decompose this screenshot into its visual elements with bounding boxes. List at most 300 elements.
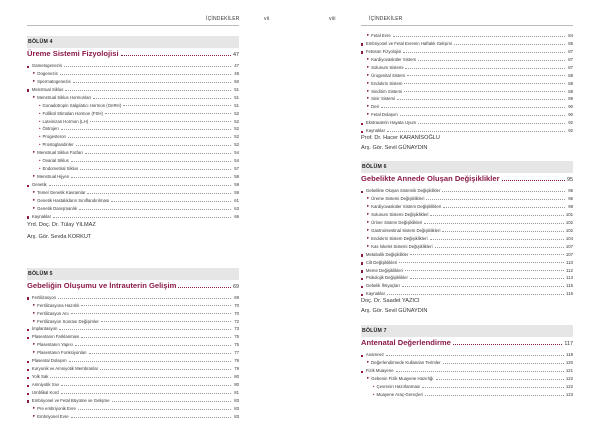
leader-dots: [393, 36, 565, 37]
toc-entry[interactable]: [361, 78, 573, 86]
toc-entry[interactable]: [361, 185, 573, 193]
toc-entry[interactable]: [27, 355, 239, 363]
square-bullet-icon: [27, 393, 29, 395]
toc-entry-label: Fetüsün Fizyolojisi: [365, 48, 402, 54]
toc-entry[interactable]: [361, 373, 573, 381]
toc-entry-page: 52: [234, 126, 239, 132]
triangle-bullet-icon: ▸: [367, 226, 370, 232]
dot-bullet-icon: •: [373, 384, 375, 389]
leader-dots: [430, 215, 563, 216]
toc-entry-page: 84: [568, 32, 573, 38]
toc-entry-page: 80: [234, 374, 239, 380]
toc-entry[interactable]: [361, 201, 573, 209]
toc-entry-label: Kaynaklar: [31, 213, 51, 219]
toc-entry-label: Metabolik Değişiklikler: [365, 251, 409, 257]
square-bullet-icon: [361, 123, 363, 125]
toc-entry-page: 52: [234, 134, 239, 140]
leader-dots: [61, 385, 231, 386]
toc-entry-page: 88: [568, 80, 573, 86]
leader-dots: [387, 294, 564, 295]
chapter-6-title-row[interactable]: [361, 174, 573, 183]
toc-entry-page: 54: [234, 150, 239, 156]
toc-entry[interactable]: [361, 86, 573, 94]
toc-entry-label: Luteinizan Hormon (LH): [42, 118, 89, 124]
toc-entry[interactable]: [27, 292, 239, 300]
toc-entry[interactable]: [27, 403, 239, 411]
right-page-number: viii: [329, 16, 336, 22]
leader-dots: [53, 217, 231, 218]
chapter-4-author-1: Yrd. Doç. Dr. Tülay YILMAZ: [27, 221, 96, 228]
toc-entry[interactable]: [27, 147, 239, 155]
toc-entry-page: 96: [568, 196, 573, 202]
toc-entry[interactable]: [361, 249, 573, 257]
toc-entry-page: 81: [234, 389, 239, 395]
leader-dots: [381, 107, 565, 108]
toc-entry[interactable]: [27, 116, 239, 124]
toc-entry[interactable]: [361, 349, 573, 357]
leader-dots: [402, 286, 564, 287]
dot-bullet-icon: •: [39, 118, 41, 124]
toc-entry[interactable]: [361, 273, 573, 281]
toc-entry-label: Solunum Sistemi: [371, 64, 404, 70]
toc-entry[interactable]: [361, 46, 573, 54]
toc-entry-label: Oogenezis: [37, 70, 58, 76]
toc-entry-label: Genetik Hastalıkların Sınıflandırılması: [37, 197, 110, 203]
leader-dots: [453, 344, 563, 345]
triangle-bullet-icon: ▸: [33, 188, 36, 194]
leader-dots: [71, 161, 231, 162]
toc-entry-page: 54: [234, 158, 239, 164]
toc-entry[interactable]: [27, 108, 239, 116]
toc-entry-page: 87: [568, 48, 573, 54]
toc-entry[interactable]: [27, 411, 239, 419]
leader-dots: [430, 239, 564, 240]
toc-entry-label: Plasentanın Fonksiyonları: [37, 350, 87, 356]
leader-dots: [407, 75, 565, 76]
toc-entry[interactable]: [361, 389, 573, 397]
toc-entry-page: 70: [234, 302, 239, 308]
toc-entry[interactable]: [27, 163, 239, 171]
toc-entry-page: 77: [234, 350, 239, 356]
toc-entry[interactable]: [361, 193, 573, 201]
toc-entry[interactable]: [361, 30, 573, 38]
toc-entry[interactable]: [361, 117, 573, 125]
triangle-bullet-icon: ▸: [33, 69, 36, 75]
chapter-7-band: [361, 325, 573, 337]
chapter-7-title-row[interactable]: [361, 338, 573, 347]
toc-entry-label: Menstrual Hijyen: [37, 174, 70, 180]
toc-entry[interactable]: [27, 124, 239, 132]
chapter-6-entries: [361, 185, 573, 296]
square-bullet-icon: [27, 329, 29, 331]
leader-dots: [81, 337, 231, 338]
leader-dots: [71, 313, 231, 314]
triangle-bullet-icon: ▸: [33, 204, 36, 210]
toc-entry-label: Amniyotik Sıvı: [31, 382, 60, 387]
leader-dots: [399, 262, 564, 263]
toc-entry-page: 87: [568, 56, 573, 62]
toc-entry-label: Spermatogenezis: [37, 78, 71, 84]
dot-bullet-icon: •: [39, 102, 41, 108]
triangle-bullet-icon: ▸: [367, 218, 370, 224]
leader-dots: [404, 83, 565, 84]
leader-dots: [85, 153, 231, 154]
leader-dots: [442, 231, 563, 232]
toc-entry-page: 102: [565, 227, 573, 233]
toc-entry-page: 69: [234, 294, 239, 300]
toc-entry-page: 50: [234, 78, 239, 84]
toc-entry-label: Solunum Sistemi Değişiklikleri: [371, 211, 429, 217]
square-bullet-icon: [361, 191, 363, 193]
triangle-bullet-icon: ▸: [367, 210, 370, 216]
leader-dots: [64, 66, 231, 67]
right-page-toc: [361, 30, 573, 397]
chapter-7-entries: [361, 349, 573, 397]
square-bullet-icon: [27, 185, 29, 187]
toc-entry-label: Embriyonel Evre: [37, 413, 69, 419]
toc-entry-page: 89: [568, 96, 573, 102]
leader-dots: [90, 121, 231, 122]
leader-dots: [123, 105, 231, 106]
toc-entry-label: Follikül Stimülan Hormon (FSH): [42, 110, 103, 116]
toc-entry[interactable]: [27, 131, 239, 139]
triangle-bullet-icon: ▸: [367, 103, 370, 109]
leader-dots: [49, 185, 231, 186]
square-bullet-icon: [361, 262, 363, 264]
toc-entry-label: Fertilizasyona Hazırlık: [37, 302, 80, 308]
chapter-6-author-2: Arş. Gör. Sevil GÜNAYDIN: [361, 308, 428, 315]
square-bullet-icon: [27, 377, 29, 379]
toc-entry-page: 122: [565, 384, 573, 389]
toc-entry[interactable]: [27, 76, 239, 84]
square-bullet-icon: [27, 297, 29, 299]
toc-entry[interactable]: [27, 155, 239, 163]
leader-dots: [387, 131, 565, 132]
toc-entry-label: Gametogenezis: [31, 62, 62, 68]
leader-dots: [443, 363, 564, 364]
chapter-5-title-row[interactable]: [27, 281, 239, 290]
toc-entry[interactable]: [27, 92, 239, 100]
square-bullet-icon: [361, 286, 363, 288]
leader-dots: [422, 387, 564, 388]
toc-entry[interactable]: [361, 365, 573, 373]
leader-dots: [89, 353, 231, 354]
toc-entry-page: 48: [234, 70, 239, 76]
toc-entry[interactable]: [361, 280, 573, 288]
chapter-6-label: BÖLÜM 6: [362, 164, 387, 171]
toc-entry-page: 88: [568, 72, 573, 78]
toc-entry-label: Embriyonel ve Fetal Büyüme ve Gelişme: [31, 397, 110, 403]
toc-entry-label: Pre embriyonik Evre: [37, 405, 76, 411]
toc-entry[interactable]: [361, 217, 573, 225]
triangle-bullet-icon: ▸: [367, 242, 370, 248]
toc-entry-page: 83: [234, 397, 239, 403]
square-bullet-icon: [361, 254, 363, 256]
toc-entry-label: Psikolojik Değişiklikler: [365, 275, 408, 281]
toc-entry-page: 98: [568, 204, 573, 209]
chapter-5-author-2: Arş. Gör. Sevil GÜNAYDIN: [361, 145, 428, 152]
triangle-bullet-icon: ▸: [367, 71, 370, 77]
leader-dots: [81, 305, 231, 306]
toc-entry-page: 75: [234, 342, 239, 348]
chapter-5-band: [27, 268, 239, 280]
toc-entry[interactable]: [27, 60, 239, 68]
chapter-4-title: Üreme Sistemi Fizyolojisi: [27, 49, 119, 58]
triangle-bullet-icon: ▸: [33, 196, 36, 202]
toc-entry-label: Menstrual Siklus Hormonları: [37, 94, 92, 100]
toc-entry[interactable]: [361, 125, 573, 133]
chapter-5-title: Gebeliğin Oluşumu ve İntrauterin Gelişim: [27, 280, 177, 290]
toc-entry[interactable]: [361, 101, 573, 109]
toc-entry[interactable]: [361, 94, 573, 102]
toc-entry[interactable]: [361, 38, 573, 46]
toc-entry-label: Menstrual Siklus: [31, 86, 64, 92]
toc-entry[interactable]: [27, 187, 239, 195]
toc-entry-page: 85: [568, 40, 573, 46]
toc-entry[interactable]: [361, 357, 573, 365]
chapter-7-page: 117: [564, 341, 573, 348]
toc-entry-label: Üriner Sistem Değişiklikleri: [371, 219, 423, 225]
leader-dots: [454, 44, 565, 45]
toc-entry-label: Gebenin Fizik Muayene Hazırlığı: [371, 376, 434, 382]
toc-entry-label: Gonadotropin Salgılatıcı Hormon (GnRH): [42, 102, 122, 108]
toc-entry-label: Yolk Sak: [31, 374, 49, 380]
leader-dots: [61, 393, 231, 394]
chapter-6-band: [361, 161, 573, 173]
leader-dots: [69, 361, 231, 362]
triangle-bullet-icon: ▸: [367, 95, 370, 101]
toc-entry[interactable]: [27, 68, 239, 76]
toc-entry-label: Menstrual Siklus Fazları: [37, 150, 84, 156]
leader-dots: [71, 417, 231, 418]
leader-dots: [425, 395, 564, 396]
left-page-toc: [27, 34, 239, 419]
toc-entry[interactable]: [27, 316, 239, 324]
toc-entry[interactable]: [361, 288, 573, 296]
chapter-4-title-row[interactable]: [27, 49, 239, 58]
chapter-7-label: BÖLÜM 7: [362, 328, 387, 335]
toc-entry-label: Endokrin Sistem: [371, 80, 403, 86]
leader-dots: [424, 223, 564, 224]
toc-entry-page: 121: [565, 368, 573, 374]
square-bullet-icon: [27, 337, 29, 339]
leader-dots: [50, 377, 231, 378]
square-bullet-icon: [361, 371, 363, 373]
toc-entry-page: 75: [234, 334, 239, 340]
toc-entry-page: 112: [566, 267, 573, 273]
triangle-bullet-icon: ▸: [367, 63, 370, 69]
toc-entry-label: Üreme Sistemi Değişiklikleri: [371, 196, 425, 202]
dot-bullet-icon: •: [39, 134, 41, 140]
toc-entry-page: 72: [234, 318, 239, 324]
toc-entry[interactable]: [27, 179, 239, 187]
leader-dots: [58, 298, 231, 299]
chapter-6-title: Gebelikte Annede Oluşan Değişiklikler: [361, 174, 500, 184]
toc-entry[interactable]: [361, 265, 573, 273]
toc-entry[interactable]: [27, 203, 239, 211]
chapter-5-continued: [361, 30, 573, 153]
triangle-bullet-icon: ▸: [367, 111, 370, 117]
toc-entry[interactable]: [27, 347, 239, 355]
toc-entry[interactable]: [27, 308, 239, 316]
toc-entry[interactable]: [27, 395, 239, 403]
toc-entry-label: Umblikal Kord: [31, 389, 59, 395]
triangle-bullet-icon: ▸: [367, 79, 370, 85]
toc-entry-label: Fertilizasyon Anı: [37, 310, 69, 316]
left-header-rule: [27, 25, 239, 26]
toc-entry[interactable]: [361, 62, 573, 70]
toc-entry[interactable]: [27, 300, 239, 308]
left-page-number: vii: [264, 16, 270, 22]
toc-entry-page: 113: [566, 275, 573, 281]
triangle-bullet-icon: ▸: [33, 301, 36, 307]
toc-entry-label: Genetik: [31, 182, 47, 187]
toc-entry-label: Anamnez: [365, 352, 385, 358]
square-bullet-icon: [361, 355, 363, 357]
toc-entry-page: 123: [565, 391, 573, 397]
leader-dots: [403, 52, 565, 53]
leader-dots: [405, 270, 564, 271]
leader-dots: [101, 321, 231, 322]
toc-entry-label: Fertilizasyon: [31, 294, 57, 300]
leader-dots: [59, 329, 231, 330]
triangle-bullet-icon: ▸: [367, 55, 370, 61]
toc-entry[interactable]: [27, 331, 239, 339]
toc-entry-page: 104: [565, 235, 573, 241]
toc-entry-label: Sindirim Sistemi: [371, 88, 402, 94]
toc-entry-label: Fetal Dolaşım: [371, 112, 398, 118]
chapter-5-page: 69: [233, 283, 239, 290]
toc-entry-page: 95: [568, 188, 573, 194]
toc-entry-page: 110: [566, 259, 573, 265]
toc-entry-page: 122: [565, 376, 573, 382]
chapter-4-entries: [27, 60, 239, 219]
triangle-bullet-icon: ▸: [367, 203, 370, 208]
toc-entry-label: İmplantasyon: [31, 326, 58, 332]
toc-entry-page: 83: [234, 413, 239, 419]
toc-entry-page: 88: [568, 88, 573, 94]
leader-dots: [410, 278, 564, 279]
toc-entry[interactable]: [27, 387, 239, 395]
toc-entry-page: 70: [234, 310, 239, 316]
toc-entry[interactable]: [361, 209, 573, 217]
toc-entry[interactable]: [27, 324, 239, 332]
triangle-bullet-icon: ▸: [367, 234, 370, 240]
toc-entry[interactable]: [361, 257, 573, 265]
leader-dots: [405, 68, 565, 69]
toc-entry-label: Sinir Sistemi: [371, 96, 396, 102]
square-bullet-icon: [27, 369, 29, 371]
leader-dots: [418, 60, 565, 61]
toc-entry-page: 57: [234, 166, 239, 172]
leader-dots: [78, 409, 231, 410]
toc-entry[interactable]: [27, 339, 239, 347]
toc-entry[interactable]: [361, 54, 573, 62]
toc-entry[interactable]: [361, 109, 573, 117]
leader-dots: [71, 177, 231, 178]
dot-bullet-icon: •: [39, 110, 41, 116]
leader-dots: [61, 129, 231, 130]
toc-entry-label: Plasentanın Yapısı: [37, 342, 73, 348]
triangle-bullet-icon: ▸: [33, 349, 36, 355]
toc-entry-label: Prostoglandinler: [42, 142, 74, 148]
toc-entry[interactable]: [27, 171, 239, 179]
toc-entry-label: Kaynaklar: [365, 291, 385, 297]
leader-dots: [178, 287, 231, 288]
leader-dots: [68, 137, 231, 138]
square-bullet-icon: [27, 89, 29, 91]
triangle-bullet-icon: ▸: [33, 149, 36, 155]
chapter-4-author-2: Arş. Gör. Sevda KORKUT: [27, 233, 92, 240]
toc-entry[interactable]: [361, 381, 573, 389]
toc-entry[interactable]: [27, 100, 239, 108]
toc-entry[interactable]: [27, 195, 239, 203]
toc-entry-label: Fizik Muayene: [365, 368, 394, 374]
toc-entry-label: Fetal Evre: [371, 32, 391, 38]
toc-entry-page: 92: [568, 128, 573, 134]
toc-entry[interactable]: [27, 363, 239, 371]
toc-entry-label: Değerlendirmede Kullanılan Terimler: [371, 360, 441, 366]
toc-entry-label: Ürogenital Sistem: [371, 72, 406, 78]
leader-dots: [60, 74, 231, 75]
toc-entry-page: 120: [565, 360, 573, 366]
toc-entry-label: Plasental Dolaşım: [31, 358, 67, 364]
leader-dots: [443, 207, 565, 208]
toc-entry-page: 90: [568, 112, 573, 118]
toc-entry-label: Progesteron: [42, 134, 66, 140]
toc-entry[interactable]: [361, 233, 573, 241]
toc-entry-label: Deri: [371, 104, 380, 110]
toc-entry[interactable]: [361, 225, 573, 233]
leader-dots: [404, 91, 565, 92]
toc-entry-page: 115: [566, 283, 573, 289]
triangle-bullet-icon: ▸: [33, 404, 36, 410]
toc-entry-page: 107: [565, 251, 573, 257]
triangle-bullet-icon: ▸: [367, 195, 370, 201]
toc-entry[interactable]: [27, 379, 239, 387]
toc-entry-label: Cilt Değişiklikleri: [365, 259, 398, 265]
toc-entry-label: Çevrenin Hazırlanması: [376, 384, 421, 389]
triangle-bullet-icon: ▸: [33, 93, 36, 99]
leader-dots: [76, 145, 231, 146]
leader-dots: [121, 55, 231, 56]
toc-entry-page: 63: [234, 205, 239, 211]
toc-entry[interactable]: [27, 211, 239, 219]
triangle-bullet-icon: ▸: [367, 31, 370, 37]
leader-dots: [386, 355, 564, 356]
toc-entry-label: Genetik Danışmanlık: [37, 205, 78, 211]
toc-entry-page: 59: [234, 182, 239, 187]
toc-entry-label: Embriyonel ve Fetal Evrenin Haftalık Gelişimi: [365, 40, 452, 46]
toc-entry-page: 101: [565, 211, 573, 217]
chapter-6-page: 95: [567, 177, 573, 184]
toc-entry[interactable]: [27, 84, 239, 92]
toc-entry[interactable]: [27, 139, 239, 147]
triangle-bullet-icon: ▸: [367, 359, 370, 365]
toc-entry[interactable]: [361, 70, 573, 78]
leader-dots: [75, 345, 231, 346]
toc-entry-page: 83: [234, 405, 239, 411]
square-bullet-icon: [27, 385, 29, 387]
dot-bullet-icon: •: [39, 126, 41, 132]
square-bullet-icon: [27, 216, 29, 218]
dot-bullet-icon: •: [39, 158, 41, 164]
toc-entry[interactable]: [361, 241, 573, 249]
leader-dots: [426, 199, 565, 200]
leader-dots: [79, 209, 231, 210]
toc-entry-page: 116: [566, 291, 573, 297]
toc-entry[interactable]: [27, 371, 239, 379]
